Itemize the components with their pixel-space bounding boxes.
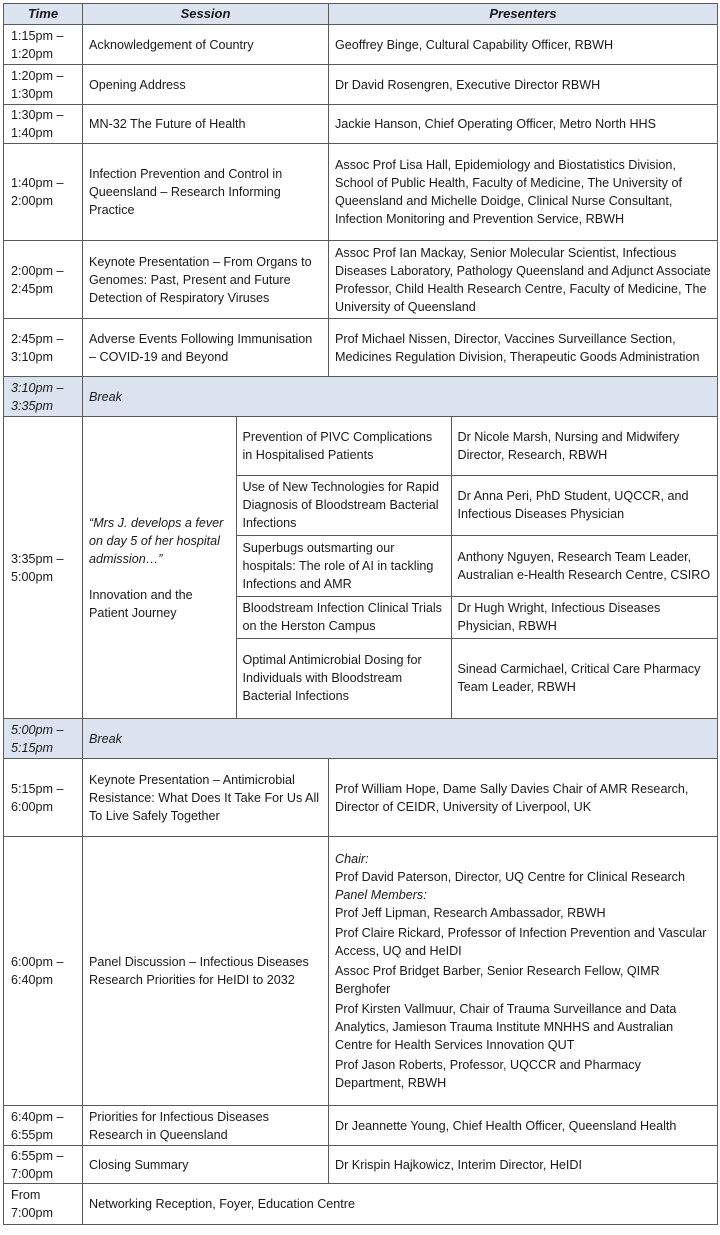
stream-row [4,417,718,719]
table-row [4,1106,718,1146]
talk-presenter: Dr Nicole Marsh, Nursing and Midwifery Director, Research, RBWH [451,417,717,475]
table-row [4,105,718,144]
table-row [4,759,718,837]
stream-cell [83,417,718,719]
break-time: 3:10pm – 3:35pm [4,377,83,417]
row-time: 1:15pm – 1:20pm [4,25,83,65]
panel-member: Prof Kirsten Vallmuur, Chair of Trauma Surveillance and Data Analytics, Jamieson Trauma Institute MNHHS and Australian Centre for Health Services Innovation QUT [335,1002,677,1052]
talk-presenter: Dr Hugh Wright, Infectious Diseases Physician, RBWH [451,597,717,639]
row-session: Closing Summary [83,1146,329,1184]
break-label: Break [83,377,718,417]
row-presenters: Dr Krispin Hajkowicz, Interim Director, HeIDI [329,1146,718,1184]
talk-presenter: Sinead Carmichael, Critical Care Pharmacy Team Leader, RBWH [457,662,701,695]
stream-title-cell [83,417,236,718]
chair-name: Prof David Paterson, Director, UQ Centre for Clinical Research [335,870,685,884]
row-time: 6:40pm – 6:55pm [4,1106,83,1146]
break-label: Break [83,719,718,759]
stream-table [83,417,717,718]
talk-title: Prevention of PIVC Complications in Hospitalised Patients [236,417,451,475]
row-time: 2:45pm – 3:10pm [4,319,83,377]
row-time: From 7:00pm [4,1184,83,1225]
table-row [4,319,718,377]
table-row [4,1184,718,1225]
table-row [4,144,718,241]
row-time: 1:20pm – 1:30pm [4,65,83,105]
row-session: Keynote Presentation – Antimicrobial Resistance: What Does It Take For Us All To Live Safely Together [83,759,329,837]
row-session: Opening Address [83,65,329,105]
header-session: Session [83,4,329,25]
table-row [4,1146,718,1184]
header-time: Time [4,4,83,25]
panel-time: 6:00pm – 6:40pm [4,837,83,1106]
members-label: Panel Members: [335,888,427,902]
panel-member: Prof Jeff Lipman, Research Ambassador, RBWH [335,906,606,920]
panel-member: Assoc Prof Bridget Barber, Senior Research Fellow, QIMR Berghofer [335,964,660,996]
stream-title: Innovation and the Patient Journey [89,587,193,620]
panel-row [4,837,718,1106]
chair-label: Chair: [335,852,369,866]
row-time: 2:00pm – 2:45pm [4,241,83,319]
break-row [4,377,718,417]
row-presenters: Geoffrey Binge, Cultural Capability Officer, RBWH [329,25,718,65]
row-presenters: Prof William Hope, Dame Sally Davies Chair of AMR Research, Director of CEIDR, University of Liverpool, UK [329,759,718,837]
talk-title: Use of New Technologies for Rapid Diagnosis of Bloodstream Bacterial Infections [236,475,451,535]
row-session: Keynote Presentation – From Organs to Genomes: Past, Present and Future Detection of Respiratory Viruses [83,241,329,319]
row-session: Infection Prevention and Control in Queensland – Research Informing Practice [83,144,329,241]
talk-title: Optimal Antimicrobial Dosing for Individuals with Bloodstream Bacterial Infections [236,638,451,718]
row-time: 6:55pm – 7:00pm [4,1146,83,1184]
row-time: 1:40pm – 2:00pm [4,144,83,241]
row-presenters: Assoc Prof Lisa Hall, Epidemiology and Biostatistics Division, School of Public Health, Faculty of Medicine, The University of Queensland and Michelle Doidge, Clinical Nurse Consultant, Infection Monitoring and Prevention Service, RBWH [329,144,718,241]
row-presenters: Prof Michael Nissen, Director, Vaccines Surveillance Section, Medicines Regulation Division, Therapeutic Goods Administration [329,319,718,377]
row-session: Adverse Events Following Immunisation – COVID-19 and Beyond [83,319,329,377]
row-session: Networking Reception, Foyer, Education Centre [83,1184,718,1225]
header-row [4,4,718,25]
panel-member: Prof Claire Rickard, Professor of Infection Prevention and Vascular Access, UQ and HeIDI [335,926,707,958]
table-row [4,25,718,65]
talk-presenter: Anthony Nguyen, Research Team Leader, Australian e-Health Research Centre, CSIRO [451,535,717,596]
row-time: 1:30pm – 1:40pm [4,105,83,144]
break-row [4,719,718,759]
program-table [3,3,718,1225]
row-session: Acknowledgement of Country [83,25,329,65]
row-presenters: Jackie Hanson, Chief Operating Officer, Metro North HHS [329,105,718,144]
talk-title: Superbugs outsmarting our hospitals: The role of AI in tackling Infections and AMR [236,535,451,596]
row-session: Priorities for Infectious Diseases Research in Queensland [83,1106,329,1146]
row-presenters: Dr David Rosengren, Executive Director RBWH [329,65,718,105]
talk-presenter: Dr Anna Peri, PhD Student, UQCCR, and Infectious Diseases Physician [451,475,717,535]
stream-time: 3:35pm – 5:00pm [4,417,83,719]
row-presenters: Assoc Prof Ian Mackay, Senior Molecular Scientist, Infectious Diseases Laboratory, Pathology Queensland and Adjunct Associate Professor, Child Health Research Centre, Faculty of Medicine, The University of Queensland [329,241,718,319]
panel-presenters [329,837,718,1106]
stream-quote: “Mrs J. develops a fever on day 5 of her hospital admission…” [89,515,224,566]
row-presenters: Dr Jeannette Young, Chief Health Officer, Queensland Health [329,1106,718,1146]
talk-title: Bloodstream Infection Clinical Trials on the Herston Campus [236,597,451,639]
row-time: 5:15pm – 6:00pm [4,759,83,837]
break-time: 5:00pm – 5:15pm [4,719,83,759]
panel-member: Prof Jason Roberts, Professor, UQCCR and Pharmacy Department, RBWH [335,1058,641,1090]
panel-session: Panel Discussion – Infectious Diseases Research Priorities for HeIDI to 2032 [83,837,329,1106]
table-row [4,65,718,105]
table-row [4,241,718,319]
header-presenters: Presenters [329,4,718,25]
row-session: MN-32 The Future of Health [83,105,329,144]
